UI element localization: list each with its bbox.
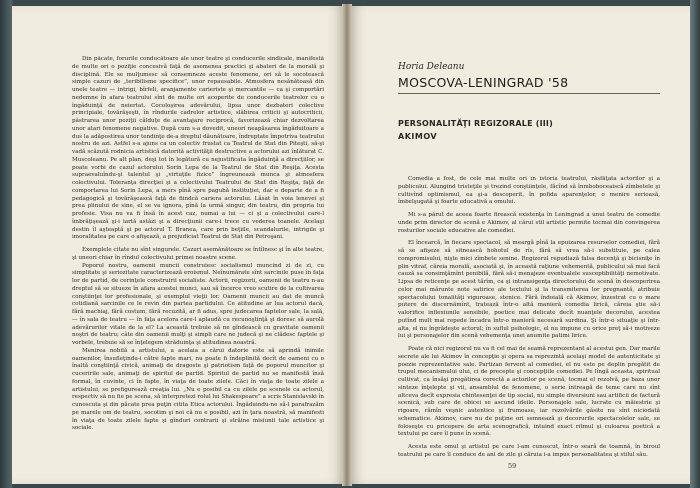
left-page [12,6,344,484]
right-paragraph: El încearcă, în fiecare spectacol, să meargă pînă la epuizarea resurselor comediei, fără să se afişeze să sitnească hohotul de rîs, fără să vrea să-i substituie, pe calea compromisului, nişte mici zîmbete senine. Regizorul repudiază falsa decenţă şi bicisniţe în plin vitraf, căreia morală, asociată şi, în această raţiune vehementă, publicului să mai facă cauză sa consimţămînt penibilă, fără să-i menajeze eventualele susceptibilităţi nemotivate. Lipsa de reticenţe pe acest tărîm, ca şi intransigenţa directorului de scenă în descoperirea celor mai mărunte note satirice ale textului şi la transmiterea lor pregnantă, atribuie spectacolului tonalităţi viguroase, stenice. Fără îndoială că Akimov, înzestrat cu o mare putere de discernămînt, tratează într-o altă manieră comedia lirică, căreia ştie să-i valorifice inflexiunile sensibile, poetice mai delicate decît nuanţele decorului, acestea putînd mult mai repede încadra într-o manieră necesară surdina. Şi într-o situaţie şi într-alta, el nu îngrădeşte actorul; în suflul psihologic, el nu impune cu orice preţ să-i motiveze lui şi personajelor din scenă vehemenţa unei anumite patimi lirice. [398,240,660,340]
page-number: 59 [508,462,517,470]
book-cover-edge-left [0,0,12,488]
left-page-text-column [72,56,324,466]
right-page-text-column [398,176,660,462]
left-paragraph: Menirea nobilă a artistului, a acelaia a cărui datorie este să aprindă inimile oamenilor, însufleţindu-i către fapte mari, nu poate fi îndeplinită decît de oameni cu o înaltă conştiinţă civică, animaţi de dragoste şi patriotism faţă de poporul muncitor şi cuceririle sale, animaţi de spiritul de partid. Spiritul de partid nu se manifestă însă formal, în cuvinte, ci în fapte, în viaţa de toate zilele. Căci în viaţa de toate zilele a artistului, se prefigurează creaţia lui. „Nu e posibil ca cu zilele pe scenele ca actorul, respectiv să nu fie pe scena, să interpretezi rolul lui Shakespeare” a scris Stanislavski în cunoscuta şi din păcate prea puţin citita Etica actorului. Îngăduindu-ne să-l parafrazăm pe marele om de teatru, socotim şi noi că nu e posibil, azi în ţara noastră, să manifesti în viaţa de toate zilele fapte şi gînduri contrarii şi străine misiunii tale artistice şi sociale. [72,347,324,432]
right-page [350,6,690,484]
left-paragraph: Din păcate, forurile conducătoare ale unor teatre şi conducerile sindicale, manifestă de multe ori o poziţie concesivă faţă de asemenea practici şi abateri de la morală şi disciplină. Ele se mulţumesc să consemneze aceste fenomene, ori să le socotească simple cazuri de „teribilisme specifice”, unor repausabile. Atmosfera nesănătoasă din unele teatre — intrigi, bîrfeli, aranjamente carieriste şi mercantile — ca şi comportări nedemne în afara teatrului sînt de multe ori acoperite de conducerile teatrelor cu o îngăduinţă de neiertat. Cocoloşirea adevărului, lipsa unor dezbateri colective principiale, tovărăşeşti, în rîndurile cadrelor artistice, slăbirea criticii şi autocriticii, păstrarea unor poziţii călduţe de avantajare reciprocă, favorizează chiar dezvoltarea unor atari fenomene negative. După cum s-a dovedit, uneori neapăsarea îngăduitoare a dus la adăpostirea unor tendinţe de-a dreptul dăunătoare, îndreptate împotriva teatrului nostru de azi. Astfel s-a ajuns ca un colectiv frustat ca Teatrul de Stat din Piteşti, să-şi vadă scăzută rodnicia artistică datorită activităţii destructive a actorului azi înlăturat C. Muscoleanu. Pe alt plan, deşi tot în legătură cu nejustificata îngăduinţă a direcţiilor, se poate vorbi de cazul actorului Sorin Lepa de la Teatrul de Stat din Reşiţa. Acesta supraevaluîndu-şi talentul şi „virtuţile fizice” îngreunează munca şi atmosfera colectivului. Toleranţa direcţiei şi a colectivului Teatrului de Stat din Reşiţa, faţă de comportarea lui Sorin Lepa, a mers pînă spre pagubă instituţiei, dar e departe de a fi pedagogică şi tovărăşească faţă de fiindcă cariera actorului. Lăsat în voia lenevei şi prea plinului de sine, el se va ignora, pînă la urmă singur, din teatru, din propria lui profesie. Visa nu va fi însă în acest caz, numai a lui — ci şi a colectivului care-l îmbrăţişează şi-i iartă astăzi şi a direcţiunii care-i trece cu vederea toanele. Acelaşi destin îl aşteaptă şi pe actorul T. Branea, care prin beţiile, scandalurile, intrigile şi imoralitatea pe care o afişează, a prejudiciat Teatrul de Stat din Petroşani. [72,56,324,241]
right-paragraph: Mi s-a părut de aceea foarte firească existenţa în Leningrad a unui teatru de comedie unde prim director de scenă e Akimov, al cărui stil artistic permite tocmai din convingerea rosturilor sociale educative ale comediei. [398,212,660,234]
right-paragraph: Poate că nici regizorul nu va fi cel mai de seamă reprezentant al acestui gen. Dar marile secrete ale lui Akimov în concepţie şi opera sa reprezintă acelaşi model de autenticitate şi poezie reprezentative sale. Partizan fervent al comediei, el nu este pe deplin pregătit de trupul mecanismului ului, ci de precepte şi concepţiile comediei. Pe lîngă aceasta, spiritual cultivat, ca însăşi pregătirea corectă a actorilor pe scenă, tocmai el rezolvă, pe baza unor sinteze înţelepte şi vii, ansamblul de fenomene, o serie întreagă de teme care nu sînt altceva decît expresia chintesenţei de tip social, nu simple diversiuni sau artificii de factură scenică, sub care de obicei se ascund ideile. Personajele sale, lucrate cu măiestrie şi rigoare, rămîn veşnic autentice şi frumoase, iar rezolvările găsite nu sînt niciodată schematice. Akimov, care nu de puţine ori semnează şi decorurile spectacolelor sale, se foloseşte cu pricepere de arta scenografică, intuind exact ritmul şi culoarea poetică a textului pe care îl pune în scenă. [398,346,660,438]
left-paragraph: Exemplele citate nu sînt singurele. Cazuri asemănătoare se întîlnesc şi în alte teatre, şi uneori chiar în rîndul colectivului primei noastre scene. [72,247,324,261]
article-title: MOSCOVA-LENINGRAD '58 [398,75,569,90]
right-paragraph: Comedia a fost, de cele mai multe ori în istoria teatrului, răsfăţata actorilor şi a publicului. Alungind tristeţile şi trezind conştiinţele, făcînd să înmboboceaiscă zîmbetele şi cultivînd optimismul, ea şi-a descoperit, în pofida aparenţelor, o menire serioasă, îmbelşugată şi foarte educativă a omului. [398,176,660,206]
left-paragraph: Poporul nostru, oamenii muncii construiesc socialismul muncind zi de zi, cu simplitate şi seriozitate caracterizează eroismul. Neînumărate sînt sarcinile puse în faţa lor de partid, de cerinţele construirii socialiste. Actorii, regizorii, oamenii de teatru n-au dreptul să se situeze în afara acestei munci, sau să încerce vreo scutire de la cultivarea conştiinţei lor profesionale, şi exemplul vieţii lor. Oamenii muncii au dat de muncă cotidiană sarcinile ce le revin din partea partidului. Ce atitudine ar lua actorul dacă, fără machiaj, fără costum, fără recuzită, ar fi adus, spre judecarea faptelor sale, la sală, — în sala de teatru — în faţa acelora care-l aplaudă cu recunoştinţă şi doresc să aurolă adevărurilor vitale de la el? La această trebuie să ne gîndească cu gravitate oamenii noştri de teatru; câte din oamenii mulţi şi simpli care ne judecă şi ne clădesc faptele şi vorbele, trebuie să se înţelegem străduinţa şi atitudinea noastră. [72,262,324,346]
article-author: Horia Deleanu [398,62,465,72]
right-paragraph: Acesta este omul şi artistul pe care l-am cunoscut, într-o seară de toamnă, în biroul teatrului pe care îl conduce de ani de zile şi căruia i-a impus personalitatea şi stilul său. [398,444,660,458]
section-subtitle: AKIMOV [398,132,438,141]
title-divider [398,93,660,94]
book-cover-edge-right [690,0,700,488]
section-title: PERSONALITĂŢI REGIZORALE (III) [398,119,553,128]
